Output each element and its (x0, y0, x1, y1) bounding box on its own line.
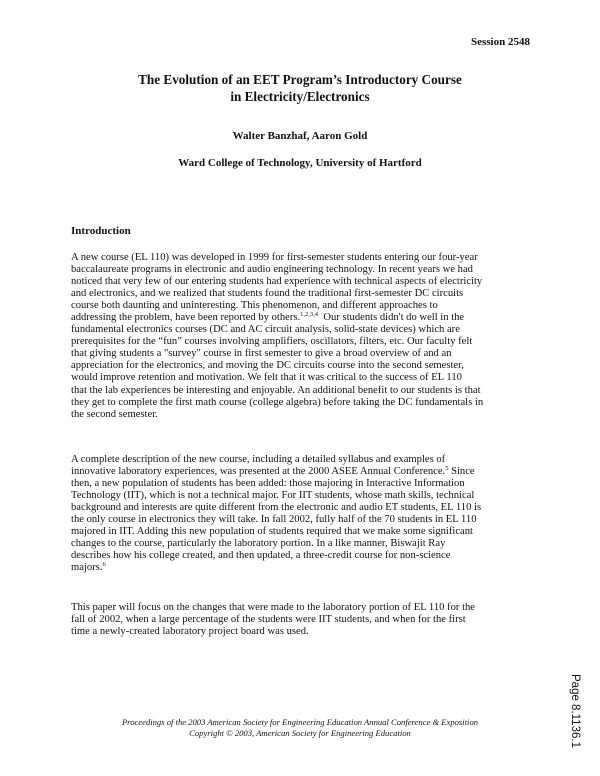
paper-title-line-1: The Evolution of an EET Program’s Introductory Course (138, 72, 462, 87)
text-line: changes to the course, particularly the laboratory portion. In a like manner, Biswajit Ray (71, 538, 446, 550)
text-line (71, 562, 541, 574)
citation-superscript: 6 (102, 561, 106, 569)
text-segment: innovative laboratory experiences, was presented at the 2000 ASEE Annual Conference. (71, 466, 446, 478)
text-line: A new course (EL 110) was developed in 1999 for first-semester students entering our four-year (71, 252, 478, 263)
text-line: prerequisites for the “fun” courses involving amplifiers, oscillators, filters, etc. Our faculty felt (71, 336, 473, 348)
paragraph-2 (71, 454, 541, 574)
citation-superscript: 5 (445, 465, 449, 473)
text-line: majored in IIT. Adding this new population of students required that we make some significant (71, 526, 473, 538)
footer-proceedings: Proceedings of the 2003 American Society for Engineering Education Annual Conference & Exposition (121, 717, 479, 727)
text-line (71, 312, 541, 324)
session-label: Session 2548 (471, 36, 530, 48)
text-line (71, 466, 541, 478)
text-segment: addressing the problem, have been reported by others. (71, 312, 301, 324)
text-line: that giving students a "survey" course in first semester to give a broad overview of and an (71, 348, 452, 360)
text-line: describes how his college created, and then updated, a three-credit course for non-science (71, 550, 451, 562)
section-heading: Introduction (71, 225, 131, 237)
paragraph-3 (71, 602, 541, 638)
text-line: time a newly-created laboratory project board was used. (71, 626, 309, 638)
text-line: course both daunting and uninteresting. This phenomenon, and different approaches to (71, 300, 438, 312)
text-line: that the lab experiences be interesting and enjoyable. An additional benefit to our students is that (71, 384, 481, 396)
paper-title (0, 71, 600, 105)
paper-title-line-2: in Electricity/Electronics (230, 89, 370, 104)
text-line: would improve retention and motivation. We felt that it was critical to the success of EL 110 (71, 372, 462, 384)
text-line: they get to complete the first math course (college algebra) before taking the DC fundamentals in (71, 396, 484, 408)
text-segment: Our students didn't do well in the (318, 312, 465, 324)
text-line: fundamental electronics courses (DC and AC circuit analysis, solid-state devices) which are (71, 324, 460, 336)
page-number: Page 8.1136.1 (569, 674, 581, 748)
text-line: the second semester. (71, 408, 158, 420)
footer (0, 717, 600, 739)
paragraph-1 (71, 252, 541, 421)
text-line: and electronics, and we realized that students found the traditional first-semester DC circuits (71, 288, 464, 300)
text-line: noticed that very few of our entering students had experience with technical aspects of electricity (71, 276, 483, 288)
text-line: appreciation for the electronics, and moving the DC circuits course into the second semester, (71, 360, 464, 372)
text-line: background and interests are quite different from the electronic and audio ET students, EL 110 is (71, 502, 482, 514)
text-segment: majors. (71, 562, 103, 574)
affiliation: Ward College of Technology, University of Hartford (178, 157, 422, 169)
footer-copyright: Copyright © 2003, American Society for Engineering Education (189, 728, 411, 738)
text-line: the only course in electronics they will take. In fall 2002, fully half of the 70 students in EL 110 (71, 514, 477, 526)
citation-superscript: 1,2,3,4 (300, 311, 319, 319)
text-line: baccalaureate programs in electronic and audio engineering technology. In recent years we had (71, 264, 473, 276)
authors: Walter Banzhaf, Aaron Gold (232, 130, 368, 142)
text-line: fall of 2002, when a large percentage of the students were IIT students, and when for the first (71, 614, 466, 626)
text-segment: Since (448, 466, 475, 478)
text-line: Technology (IIT), which is not a technical major. For IIT students, whose math skills, technical (71, 490, 475, 502)
text-line: then, a new population of students has been added: those majoring in Interactive Information (71, 478, 465, 490)
text-line: This paper will focus on the changes that were made to the laboratory portion of EL 110 for the (71, 602, 476, 613)
text-line: A complete description of the new course, including a detailed syllabus and examples of (71, 454, 446, 465)
